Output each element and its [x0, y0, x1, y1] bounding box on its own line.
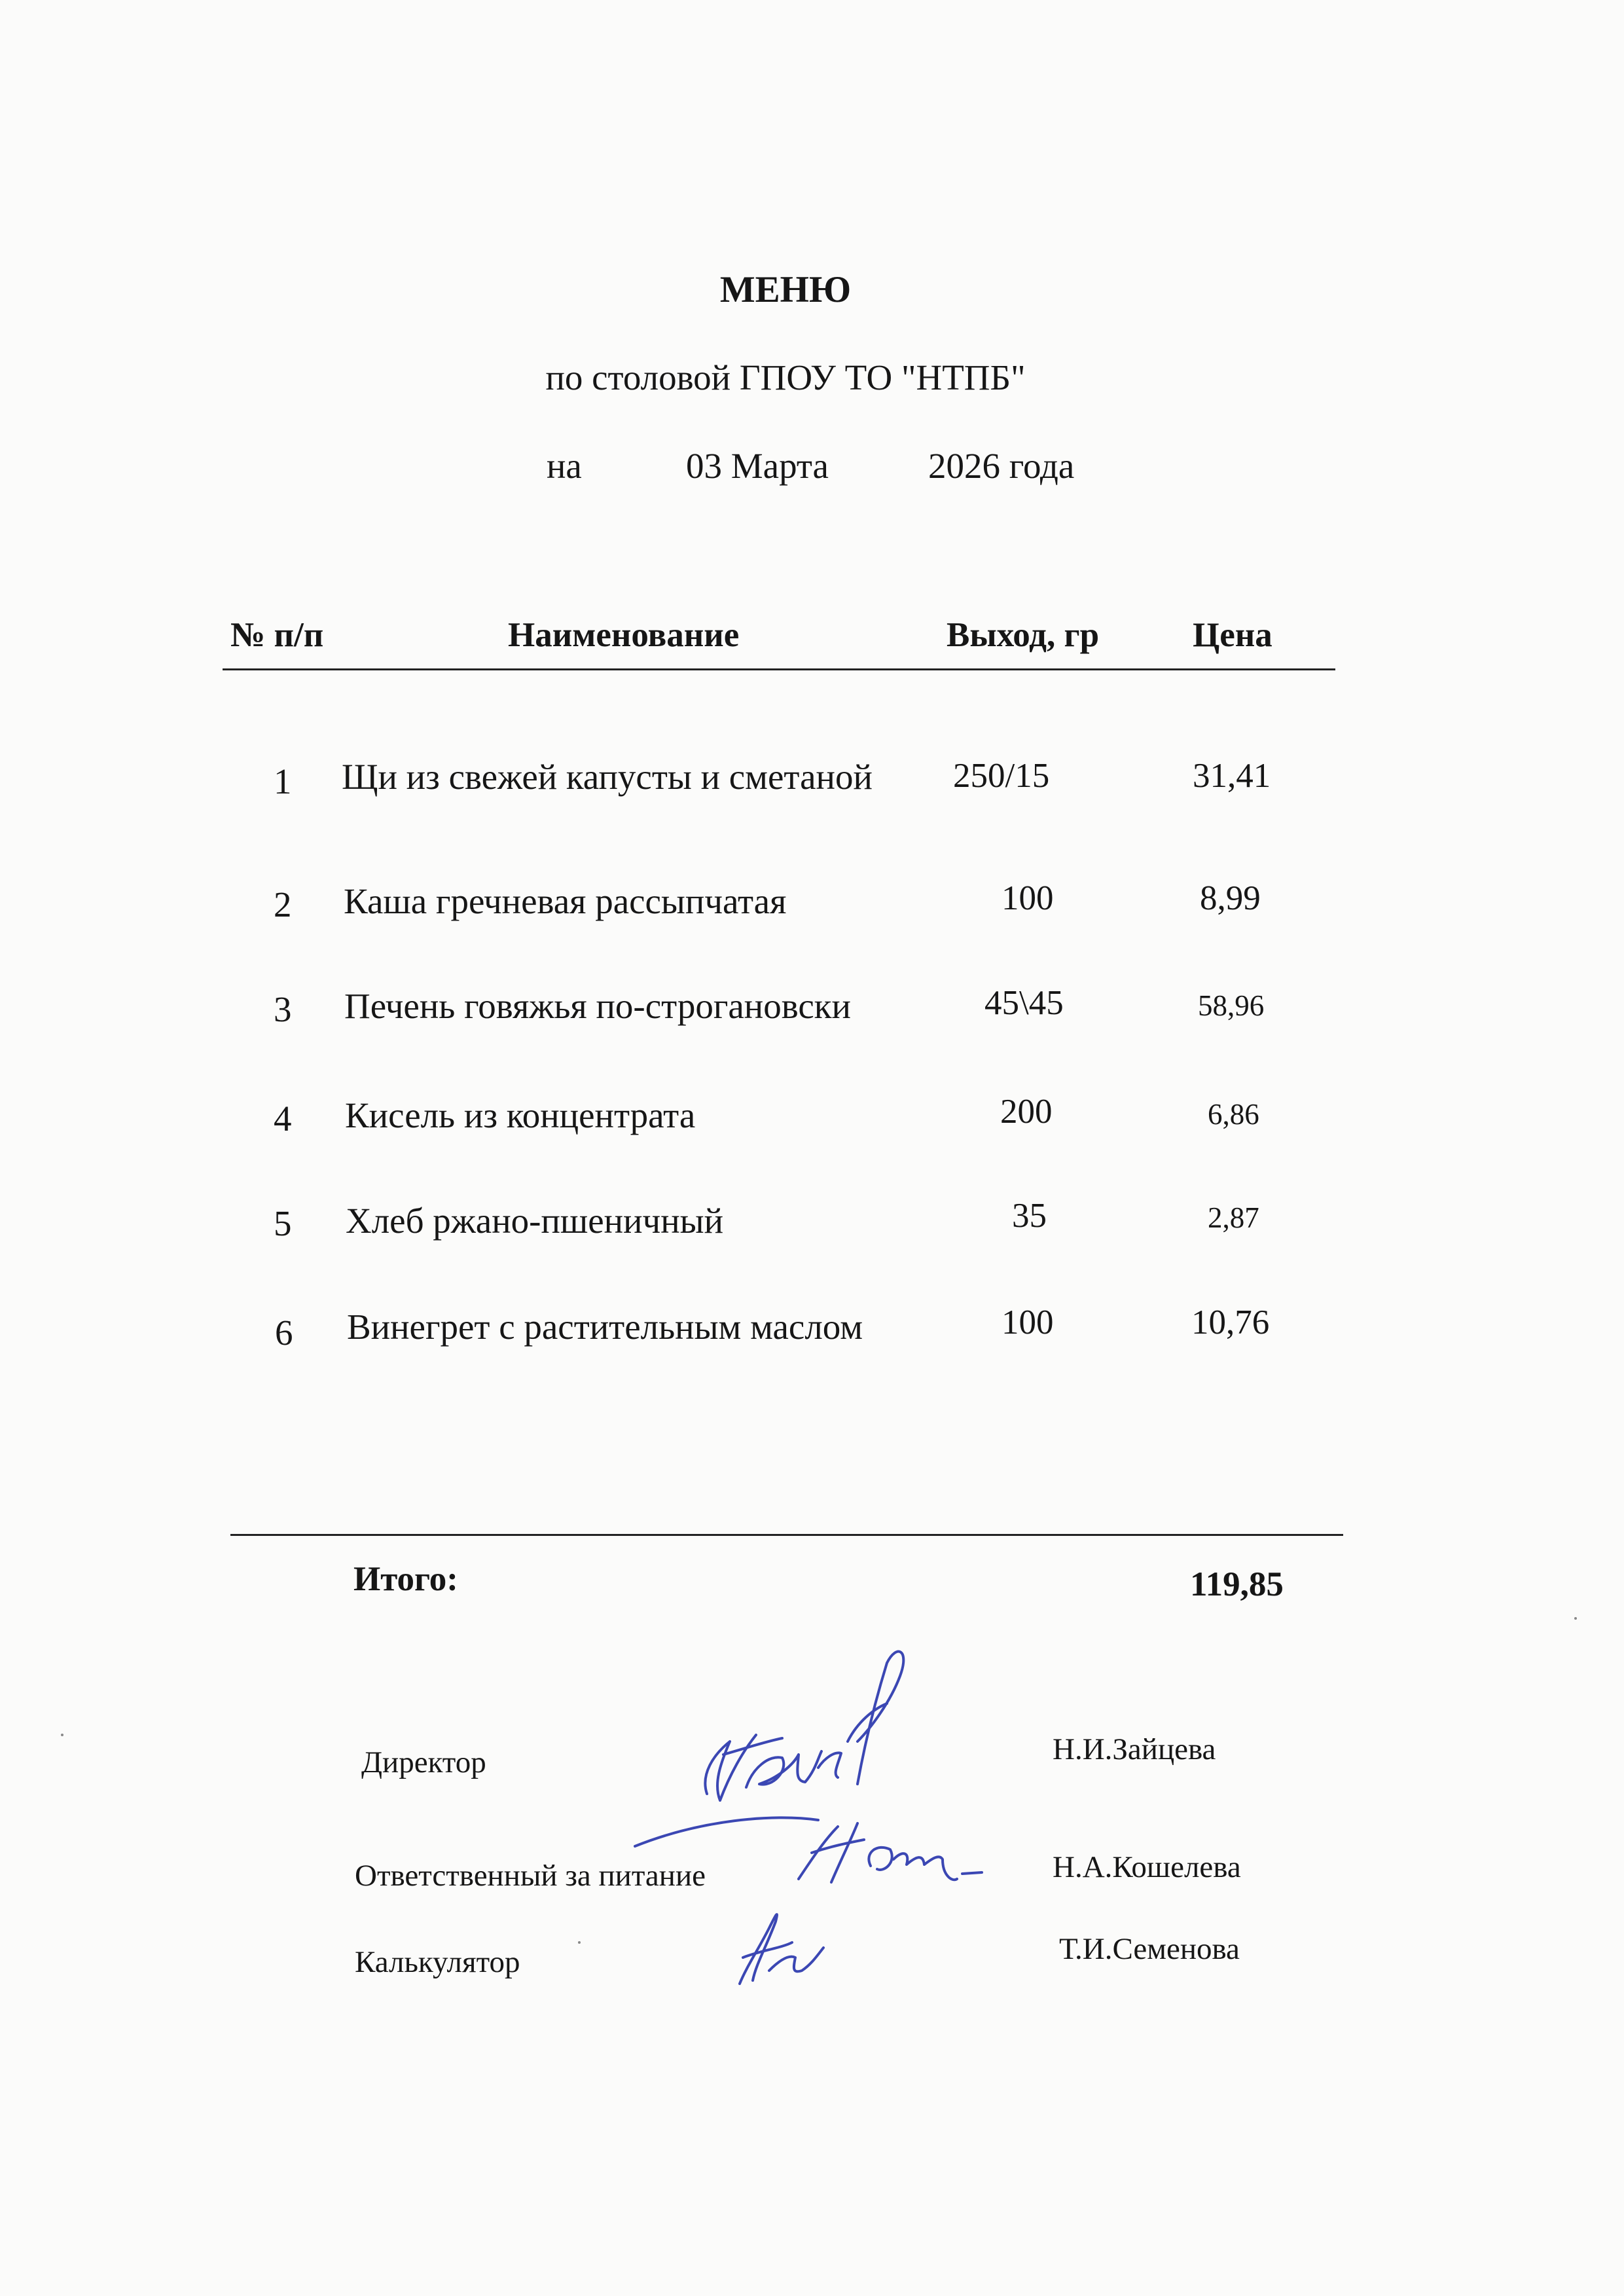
signature-name-calculator: Т.И.Семенова [1059, 1932, 1240, 1966]
dish-price: 58,96 [1198, 989, 1265, 1022]
dish-name: Печень говяжья по-строгановски [344, 986, 851, 1026]
dish-name: Каша гречневая рассыпчатая [344, 881, 787, 921]
dish-price: 8,99 [1200, 879, 1261, 917]
total-rule [230, 1534, 1343, 1536]
row-number: 3 [274, 989, 292, 1029]
date-year: 2026 года [928, 446, 1075, 486]
column-header-number: № п/п [230, 616, 324, 654]
dish-price: 31,41 [1193, 757, 1271, 795]
dish-yield: 250/15 [953, 757, 1050, 795]
date-prefix: на [547, 446, 582, 486]
total-label: Итого: [353, 1560, 458, 1598]
signature-name-nutrition: Н.А.Кошелева [1053, 1850, 1241, 1884]
signature-nutrition-icon [785, 1813, 1001, 1899]
row-number: 2 [274, 884, 292, 924]
dish-yield: 35 [1012, 1197, 1047, 1235]
scan-speck [1574, 1617, 1577, 1620]
dish-yield: 45\45 [984, 984, 1064, 1022]
dish-price: 2,87 [1208, 1201, 1259, 1234]
scan-speck [61, 1734, 63, 1736]
date-day-month: 03 Марта [686, 446, 829, 486]
column-header-name: Наименование [508, 616, 740, 654]
document-subtitle: по столовой ГПОУ ТО "НТПБ" [545, 357, 1026, 397]
signature-name-director: Н.И.Зайцева [1053, 1732, 1216, 1766]
row-number: 4 [274, 1099, 292, 1139]
total-value: 119,85 [1190, 1565, 1284, 1603]
dish-yield: 100 [1001, 1303, 1054, 1341]
row-number: 5 [274, 1203, 292, 1243]
signature-role-calculator: Калькулятор [355, 1945, 520, 1979]
dish-name: Кисель из концентрата [345, 1095, 696, 1135]
dish-name: Щи из свежей капусты и сметаной [342, 757, 873, 797]
signature-role-nutrition: Ответственный за питание [355, 1859, 706, 1893]
row-number: 1 [274, 761, 292, 801]
scan-speck [578, 1941, 581, 1944]
dish-price: 6,86 [1208, 1098, 1259, 1131]
header-rule [223, 668, 1335, 670]
dish-yield: 100 [1001, 879, 1054, 917]
signature-calculator-icon [720, 1902, 831, 1994]
dish-name: Винегрет с растительным маслом [347, 1307, 863, 1347]
dish-yield: 200 [1000, 1093, 1053, 1131]
row-number: 6 [275, 1313, 293, 1353]
dish-name: Хлеб ржано-пшеничный [346, 1201, 724, 1241]
signature-role-director: Директор [361, 1745, 486, 1779]
column-header-yield: Выход, гр [947, 616, 1100, 654]
column-header-price: Цена [1193, 616, 1272, 654]
document-title: МЕНЮ [719, 269, 852, 310]
dish-price: 10,76 [1191, 1303, 1270, 1341]
